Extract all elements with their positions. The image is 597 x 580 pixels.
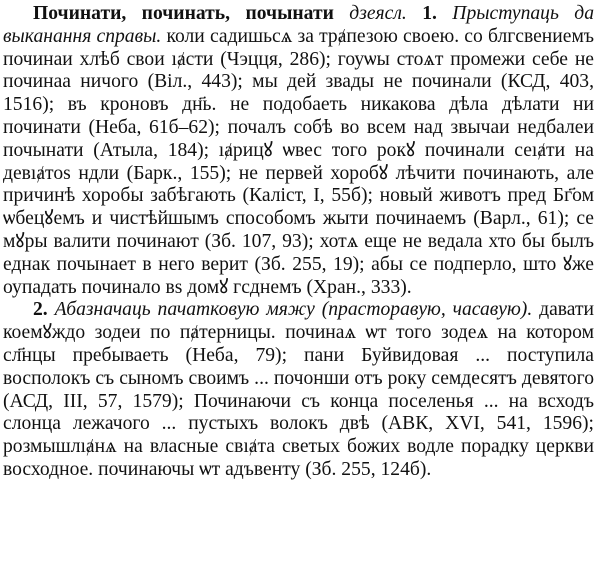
entry-sense-1 xyxy=(3,3,594,299)
sense-gloss: Прыступаць да выканання справы. xyxy=(3,3,594,47)
entry-headword: Починати, починать, почынати xyxy=(33,3,334,24)
part-of-speech: дзеясл. xyxy=(349,3,407,24)
sense-gloss: Абазначаць пачатковую мяжу (прасторавую, часавую). xyxy=(54,299,533,321)
sense-number: 2. xyxy=(33,299,48,321)
sense-number: 1. xyxy=(422,3,437,24)
sense-citations: давати коемꙋждо зодеи по пⱥтерницы. починаѧ ѡт того зодеѧ на котором сл҃нцы пребываеть (Неба, 79); пани Буйвидовая ... поступила восполокъ съ сыномъ своимъ ... почонши отъ року семдесятъ девятого (АСД, III, 57, 1579); Починаючи съ конца поселенья ... на всходъ слонца лежачого ... пустыхъ волокъ двѣ (АВК, XVI, 541, 1596); розмышлıⱥнѧ на власные свıⱥта светых божих водле порадку церкви восходное. починаючы ѡт адъвенту (Зб. 255, 124б). xyxy=(3,299,595,480)
sense-citations: коли садишьсѧ за трⱥпезою своею. со блгсвениемъ починаи хлѣб свои ıⱥсти (Чэцця, 286); гоуѡы стоѧт промежи себе не починаа ничого (Віл., 443); мы дей звады не починали (КСД, 403, 1516); въ кроновъ дн҃ь. не подобаеть никакова дѣла дѣлати ни починати (Неба, 61б–62); почалъ собѣ во всем над звычаи недбалеи почынати (Атыла, 184); ıⱥрицꙋ ѡвес того рокꙋ починали сеıⱥти на девıⱥтоѕ ндли (Барк., 155); не первей хоробꙋ лѣчити починають, але причинѣ хоробы забѣгають (Каліст, I, 55б); новый животъ пред Бг҃ом ѡбецꙋемъ и чистѣйшымъ способомъ жыти починаемъ (Варл., 61); се мꙋры валити починают (Зб. 107, 93); хотѧ еще не ведала хто бы былъ еднак почынает в него верит (Зб. 255, 19); абы се подперло, што ꙋже оупадать починало вѕ домꙋ гсднемъ (Хран., 333). xyxy=(3,25,595,298)
entry-sense-2 xyxy=(3,299,594,481)
